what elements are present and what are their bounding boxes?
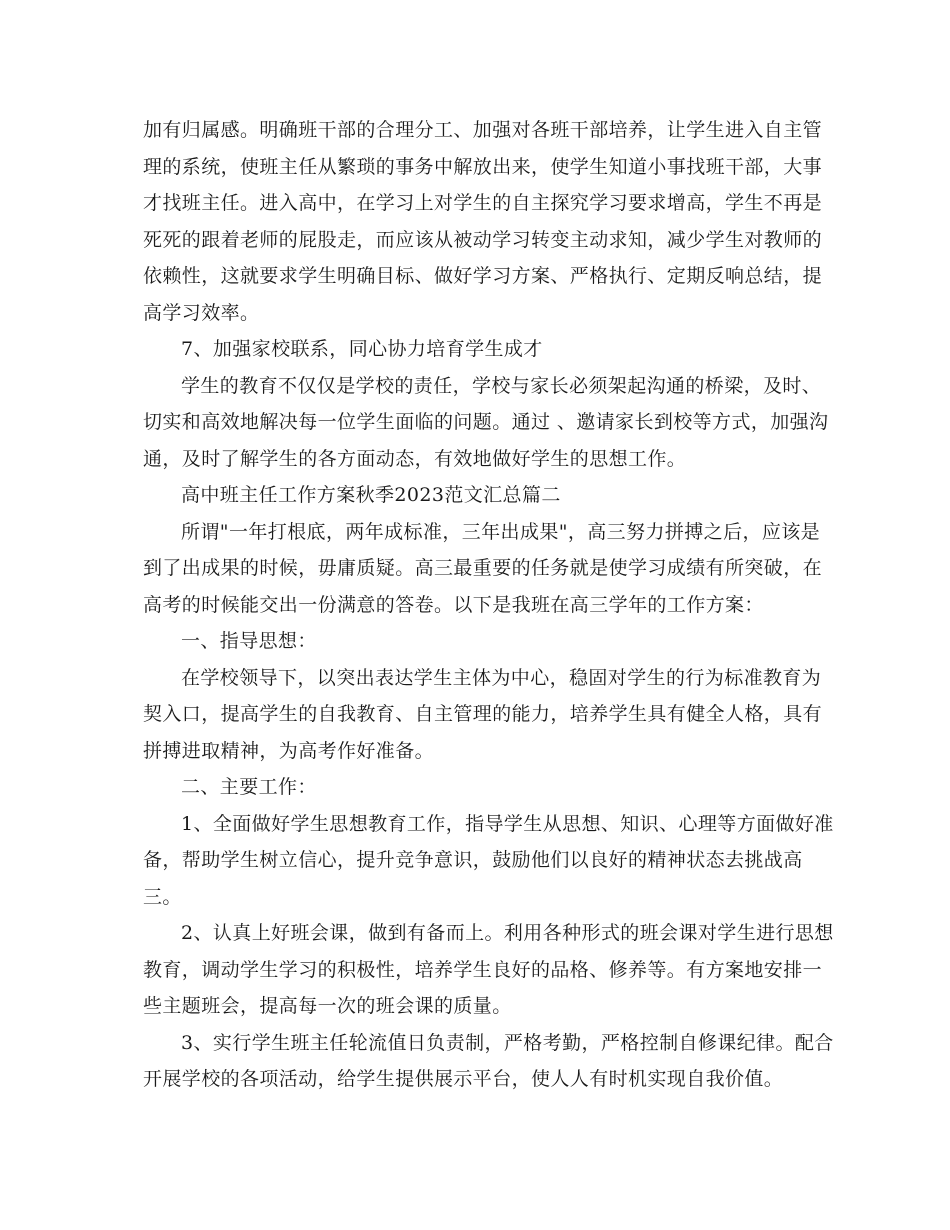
text-line: 教育，调动学生学习的积极性，培养学生良好的品格、修养等。有方案地安排一 <box>143 958 823 981</box>
section-heading: 二、主要工作： <box>181 776 317 798</box>
text-line: 依赖性，这就要求学生明确目标、做好学习方案、严格执行、定期反响总结，提 <box>143 265 823 287</box>
text-line: 加有归属感。明确班干部的合理分工、加强对各班干部培养，让学生进入自主管 <box>143 119 823 141</box>
section-heading: 7、加强家校联系，同心协力培育学生成才 <box>181 338 543 360</box>
text-line: 高学习效率。 <box>143 301 260 324</box>
text-line: 些主题班会，提高每一次的班会课的质量。 <box>143 995 512 1017</box>
text-line: 才找班主任。进入高中，在学习上对学生的自主探究学习要求增高，学生不再是 <box>143 192 823 214</box>
text-line: 通，及时了解学生的各方面动态，有效地做好学生的思想工作。 <box>143 447 687 470</box>
text-line: 三。 <box>143 885 182 908</box>
text-line: 备，帮助学生树立信心，提升竞争意识，鼓励他们以良好的精神状态去挑战高 <box>143 849 803 871</box>
text-line: 契入口，提高学生的自我教育、自主管理的能力，培养学生具有健全人格，具有 <box>143 703 823 725</box>
text-line: 2、认真上好班会课，做到有备而上。利用各种形式的班会课对学生进行思想 <box>181 922 834 944</box>
text-line: 开展学校的各项活动，给学生提供展示平台，使人人有时机实现自我价值。 <box>143 1068 784 1090</box>
text-line: 拼搏进取精神，为高考作好准备。 <box>143 739 435 762</box>
text-line: 到了出成果的时候，毋庸质疑。高三最重要的任务就是使学习成绩有所突破，在 <box>143 557 823 579</box>
text-line: 所谓"一年打根底，两年成标准，三年出成果"，高三努力拼搏之后，应该是 <box>181 520 821 543</box>
document-page <box>143 112 834 1098</box>
text-line: 3、实行学生班主任轮流值日负责制，严格考勤，严格控制自修课纪律。配合 <box>181 1031 834 1054</box>
text-line: 高考的时候能交出一份满意的答卷。以下是我班在高三学年的工作方案： <box>143 593 764 616</box>
text-line: 死死的跟着老师的屁股走，而应该从被动学习转变主动求知，减少学生对教师的 <box>143 228 823 251</box>
text-line: 在学校领导下，以突出表达学生主体为中心，稳固对学生的行为标准教育为 <box>181 666 822 689</box>
text-line: 理的系统，使班主任从繁琐的事务中解放出来，使学生知道小事找班干部，大事 <box>143 155 823 178</box>
article-title: 高中班主任工作方案秋季2023范文汇总篇二 <box>181 484 561 506</box>
text-line: 切实和高效地解决每一位学生面临的问题。通过 、邀请家长到校等方式，加强沟 <box>143 411 829 433</box>
text-line: 学生的教育不仅仅是学校的责任，学校与家长必须架起沟通的桥梁，及时、 <box>181 374 822 397</box>
section-heading: 一、指导思想： <box>181 630 317 652</box>
text-line: 1、全面做好学生思想教育工作，指导学生从思想、知识、心理等方面做好准 <box>181 812 834 835</box>
